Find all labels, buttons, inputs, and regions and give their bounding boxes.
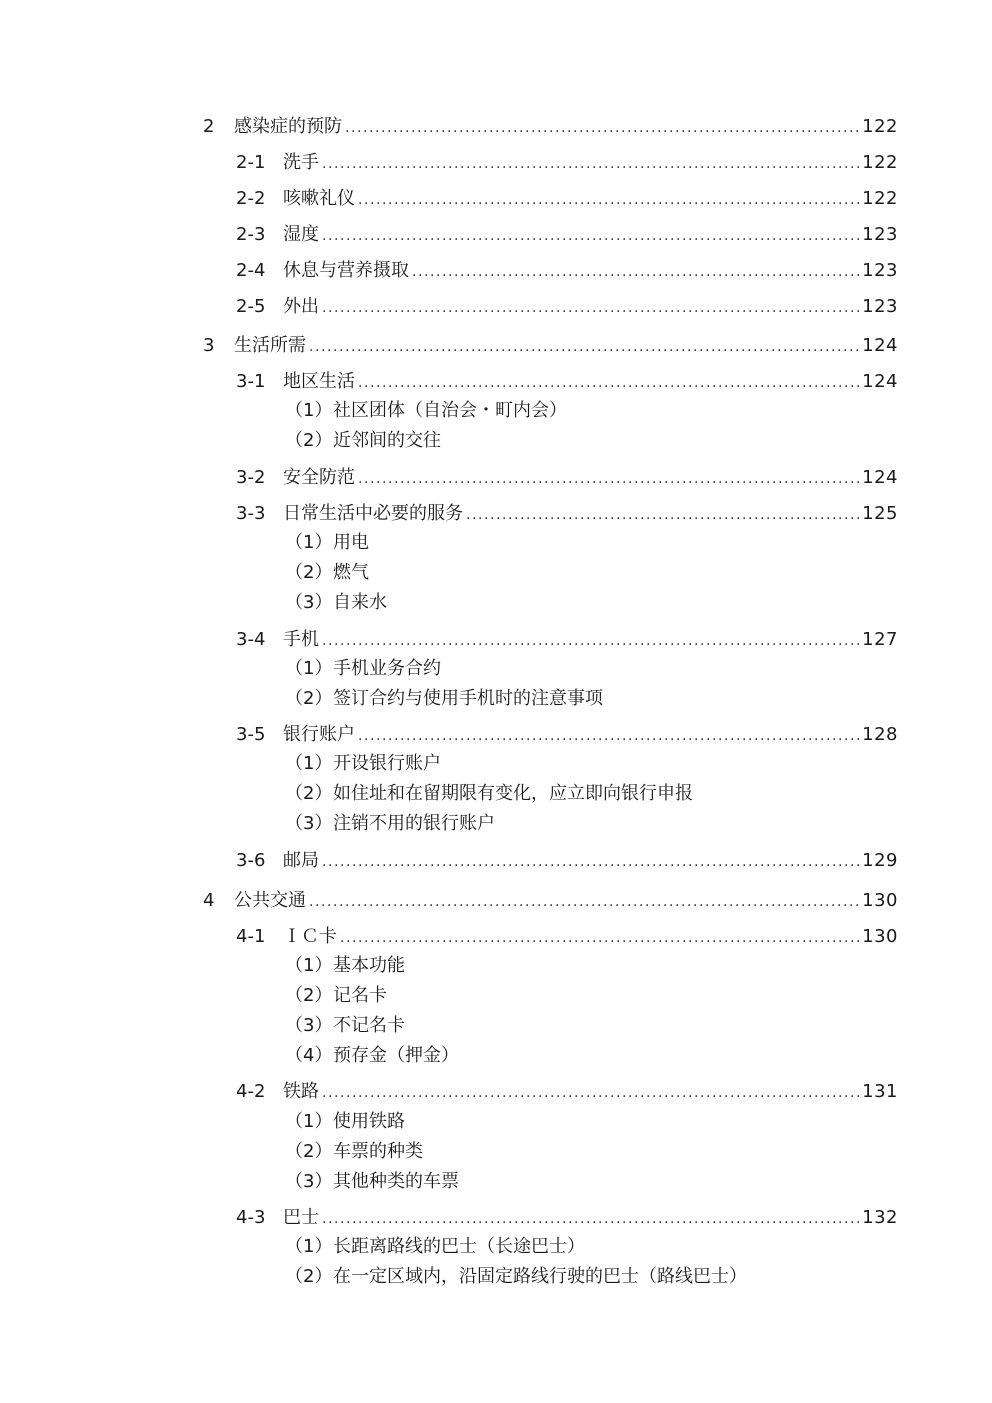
toc-leader-dots (322, 850, 860, 874)
toc-title: 注销不用的银行账户 (333, 813, 495, 834)
toc-title: 长距离路线的巴士（长途巴士） (333, 1236, 585, 1257)
toc-leader-dots (358, 188, 860, 212)
toc-title: 在一定区域内，沿固定路线行驶的巴士（路线巴士） (333, 1266, 747, 1287)
toc-page-number: 130 (862, 926, 898, 947)
toc-number: 3-1 (236, 371, 266, 392)
toc-title: 感染症的预防 (234, 116, 342, 137)
toc-subentry[interactable] (285, 531, 369, 555)
toc-title: 社区团体（自治会・町内会） (333, 400, 567, 421)
toc-number: （2） (285, 783, 333, 804)
toc-title: 咳嗽礼仪 (283, 188, 355, 209)
toc-entry[interactable] (236, 1206, 898, 1231)
toc-title: 预存金（押金） (333, 1045, 459, 1066)
toc-entry[interactable] (236, 370, 898, 395)
toc-entry[interactable] (236, 187, 898, 212)
toc-page-number: 123 (862, 296, 898, 317)
toc-subentry[interactable] (285, 561, 369, 585)
toc-subentry[interactable] (285, 1044, 459, 1068)
toc-title: 如住址和在留期限有变化，应立即向银行申报 (333, 783, 693, 804)
toc-number: （2） (285, 985, 333, 1006)
toc-subentry[interactable] (285, 954, 405, 978)
toc-number: （1） (285, 532, 333, 553)
toc-leader-dots (358, 724, 860, 748)
toc-number: 3-2 (236, 467, 266, 488)
toc-title: 开设银行账户 (333, 753, 441, 774)
toc-leader-dots (412, 260, 860, 284)
toc-number: （1） (285, 658, 333, 679)
toc-page-number: 124 (862, 467, 898, 488)
toc-number: 2-4 (236, 260, 266, 281)
toc-number: 4-3 (236, 1207, 266, 1228)
toc-subentry[interactable] (285, 984, 387, 1008)
toc-title: 使用铁路 (333, 1111, 405, 1132)
toc-number: 2-5 (236, 296, 266, 317)
toc-number: 4-1 (236, 926, 266, 947)
toc-title: 邮局 (283, 850, 319, 871)
toc-page-number: 123 (862, 224, 898, 245)
toc-entry[interactable] (236, 849, 898, 874)
toc-number: （2） (285, 430, 333, 451)
toc-leader-dots (322, 1081, 860, 1105)
toc-number: （2） (285, 1141, 333, 1162)
toc-page-number: 131 (862, 1081, 898, 1102)
toc-number: （1） (285, 955, 333, 976)
toc-leader-dots (358, 467, 860, 491)
toc-entry[interactable] (236, 628, 898, 653)
toc-number: 2-3 (236, 224, 266, 245)
toc-page-number: 127 (862, 629, 898, 650)
toc-title: 银行账户 (283, 724, 355, 745)
toc-title: 基本功能 (333, 955, 405, 976)
toc-title: 安全防范 (283, 467, 355, 488)
toc-page-number: 129 (862, 850, 898, 871)
toc-page-number: 130 (862, 890, 898, 911)
toc-subentry[interactable] (285, 1110, 405, 1134)
toc-subentry[interactable] (285, 1170, 459, 1194)
toc-page-number: 124 (862, 335, 898, 356)
toc-number: （3） (285, 592, 333, 613)
toc-number: 4-2 (236, 1081, 266, 1102)
toc-title: 手机业务合约 (333, 658, 441, 679)
toc-entry[interactable] (236, 466, 898, 491)
toc-title: 巴士 (283, 1207, 319, 1228)
toc-title: 燃气 (333, 562, 369, 583)
toc-entry[interactable] (236, 259, 898, 284)
toc-subentry[interactable] (285, 429, 441, 453)
toc-entry[interactable] (236, 502, 898, 527)
toc-title: 记名卡 (333, 985, 387, 1006)
toc-title: 不记名卡 (333, 1015, 405, 1036)
toc-leader-dots (322, 296, 860, 320)
toc-number: 4 (203, 890, 215, 911)
toc-number: 2 (203, 116, 215, 137)
toc-title: 休息与营养摄取 (283, 260, 409, 281)
toc-title: 公共交通 (234, 890, 306, 911)
toc-number: 2-1 (236, 152, 266, 173)
toc-title: 车票的种类 (333, 1141, 423, 1162)
toc-title: 用电 (333, 532, 369, 553)
toc-number: 3-3 (236, 503, 266, 524)
toc-number: （2） (285, 1266, 333, 1287)
toc-title: 签订合约与使用手机时的注意事项 (333, 688, 603, 709)
toc-leader-dots (345, 116, 860, 140)
toc-number: （4） (285, 1045, 333, 1066)
toc-title: 湿度 (283, 224, 319, 245)
toc-page-number: 122 (862, 116, 898, 137)
toc-entry[interactable] (203, 115, 898, 140)
toc-subentry[interactable] (285, 399, 567, 423)
toc-leader-dots (322, 1207, 860, 1231)
toc-title: 自来水 (333, 592, 387, 613)
toc-entry[interactable] (236, 295, 898, 320)
toc-title: 地区生活 (283, 371, 355, 392)
toc-leader-dots (309, 890, 860, 914)
toc-subentry[interactable] (285, 687, 603, 711)
toc-title: 近邻间的交往 (333, 430, 441, 451)
toc-subentry[interactable] (285, 1014, 405, 1038)
toc-number: （3） (285, 813, 333, 834)
toc-entry[interactable] (236, 723, 898, 748)
toc-page-number: 123 (862, 260, 898, 281)
toc-number: （2） (285, 562, 333, 583)
toc-leader-dots (322, 152, 860, 176)
toc-leader-dots (340, 926, 860, 950)
toc-entry[interactable] (203, 889, 898, 914)
toc-page-number: 132 (862, 1207, 898, 1228)
toc-title: 手机 (283, 629, 319, 650)
toc-page-number: 124 (862, 371, 898, 392)
toc-number: 3-4 (236, 629, 266, 650)
toc-number: （3） (285, 1015, 333, 1036)
toc-subentry[interactable] (285, 1265, 747, 1289)
toc-title: 日常生活中必要的服务 (283, 503, 463, 524)
toc-subentry[interactable] (285, 752, 441, 776)
toc-number: （1） (285, 753, 333, 774)
toc-entry[interactable] (236, 223, 898, 248)
toc-subentry[interactable] (285, 657, 441, 681)
toc-number: 3-6 (236, 850, 266, 871)
toc-number: 2-2 (236, 188, 266, 209)
toc-title: 洗手 (283, 152, 319, 173)
toc-number: （1） (285, 400, 333, 421)
toc-number: （1） (285, 1111, 333, 1132)
toc-leader-dots (309, 335, 860, 359)
toc-leader-dots (322, 629, 860, 653)
toc-entry[interactable] (203, 334, 898, 359)
toc-title: 生活所需 (234, 335, 306, 356)
toc-subentry[interactable] (285, 1235, 585, 1259)
toc-number: 3-5 (236, 724, 266, 745)
toc-leader-dots (358, 371, 860, 395)
toc-entry[interactable] (236, 151, 898, 176)
toc-subentry[interactable] (285, 782, 693, 806)
toc-subentry[interactable] (285, 812, 495, 836)
toc-entry[interactable] (236, 1080, 898, 1105)
toc-number: （2） (285, 688, 333, 709)
toc-page-number: 125 (862, 503, 898, 524)
toc-number: （3） (285, 1171, 333, 1192)
toc-leader-dots (322, 224, 860, 248)
toc-subentry[interactable] (285, 1140, 423, 1164)
toc-title: ＩＣ卡 (283, 926, 337, 947)
toc-entry[interactable] (236, 925, 898, 950)
toc-leader-dots (466, 503, 860, 527)
toc-page-number: 128 (862, 724, 898, 745)
toc-title: 铁路 (283, 1081, 319, 1102)
toc-title: 外出 (283, 296, 319, 317)
toc-number: （1） (285, 1236, 333, 1257)
toc-page-number: 122 (862, 188, 898, 209)
toc-number: 3 (203, 335, 215, 356)
toc-page-number: 122 (862, 152, 898, 173)
toc-title: 其他种类的车票 (333, 1171, 459, 1192)
toc-subentry[interactable] (285, 591, 387, 615)
